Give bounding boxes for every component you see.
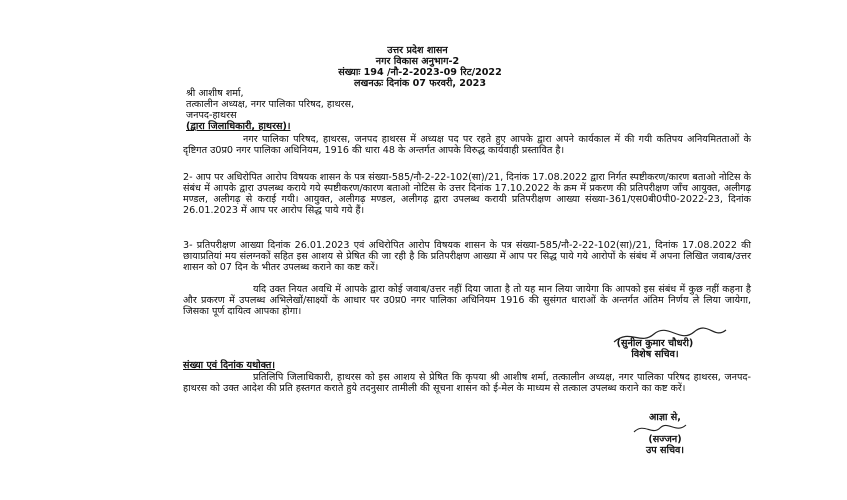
paragraph-4: यदि उक्त नियत अवधि में आपके द्वारा कोई जवाब/उत्तर नहीं दिया जाता है तो यह मान लिया जायेगा कि आपको इस संबंध में कुछ नहीं कहना है और प्रकरण में उपलब्ध अभिलेखों/साक्ष्यों के आधार पर उ0प्र0 नगर पालिका अधिनियम 1916 की सुसंगत धाराओं के अन्तर्गत अंतिम निर्णय ले लिया जायेगा, जिसका पूर्ण दायित्व आपका होगा। (183, 284, 751, 317)
signatory-title: विशेष सचिव। (631, 349, 679, 360)
header-line-2: नगर विकास अनुभाग-2 (375, 56, 460, 67)
reference-number: संख्याः 194 /नौ-2-2023-09 रिट/2022 (338, 67, 502, 78)
addressee-via: (द्वारा जिलाधिकारी, हाथरस)। (186, 121, 291, 132)
copy-paragraph: प्रतिलिपि जिलाधिकारी, हाथरस को इस आशय से प्रेषित कि कृपया श्री आशीष शर्मा, तत्कालीन अध्यक्ष, नगर पालिका परिषद हाथरस, जनपद-हाथरस को उक्त आदेश की प्रति हस्तगत कराते हुये तदनुसार तामीली की सूचना शासन को ई-मेल के माध्यम से तत्काल उपलब्ध कराने का कष्ट करें। (183, 372, 751, 394)
letter-date: लखनऊः दिनांक 07 फरवरी, 2023 (353, 78, 487, 89)
addressee-district: जनपद-हाथरस (186, 110, 237, 121)
deputy-secretary-name: (सज्जन) (648, 434, 682, 445)
deputy-secretary-title: उप सचिव। (645, 445, 685, 456)
paragraph-1: नगर पालिका परिषद, हाथरस, जनपद हाथरस में अध्यक्ष पद पर रहते हुए आपके द्वारा अपने कार्यकाल में की गयी कतिपय अनियमितताओं के दृष्टिगत उ0प्र0 नगर पालिका अधिनियम, 1916 की धारा 48 के अन्तर्गत आपके विरुद्ध कार्यवाही प्रस्तावित है। (183, 134, 751, 156)
paragraph-3: 3- प्रतिपरीक्षण आख्या दिनांक 26.01.2023 एवं अधिरोपित आरोप विषयक शासन के पत्र संख्या-585/नौ-2-22-102(सा)/21, दिनांक 17.08.2022 की छायाप्रतियां मय संलग्नकों सहित इस आशय से प्रेषित की जा रही है कि प्रतिपरीक्षण आख्या में आप पर सिद्ध पाये गये आरोपों के संबंध में अपना लिखित जवाब/उत्तर शासन को 07 दिन के भीतर उपलब्ध कराने का कष्ट करें। (183, 240, 751, 273)
addressee-name: श्री आशीष शर्मा, (186, 88, 244, 99)
copy-heading: संख्या एवं दिनांक यथोक्त। (183, 360, 275, 371)
by-order-label: आज्ञा से, (649, 412, 681, 423)
header-line-1: उत्तर प्रदेश शासन (387, 45, 448, 56)
signatory-name: (सुनील कुमार चौधरी) (616, 338, 694, 349)
paragraph-2: 2- आप पर अधिरोपित आरोप विषयक शासन के पत्र संख्या-585/नौ-2-22-102(सा)/21, दिनांक 17.08.2022 द्वारा निर्गत स्पष्टीकरण/कारण बताओ नोटिस के संबंध में आपके द्वारा उपलब्ध कराये गये स्पष्टीकरण/कारण बताओ नोटिस के उत्तर दिनांक 17.10.2022 के क्रम में प्रकरण की प्रतिपरीक्षण जाँच आयुक्त, अलीगढ़ मण्डल, अलीगढ़ से कराई गयी। आयुक्त, अलीगढ़ मण्डल, अलीगढ़ द्वारा उपलब्ध करायी प्रतिपरीक्षण आख्या संख्या-361/एस0बी0पी0-2022-23, दिनांक 26.01.2023 में आप पर आरोप सिद्ध पाये गये हैं। (183, 172, 751, 216)
addressee-designation: तत्कालीन अध्यक्ष, नगर पालिका परिषद, हाथरस, (186, 99, 355, 110)
